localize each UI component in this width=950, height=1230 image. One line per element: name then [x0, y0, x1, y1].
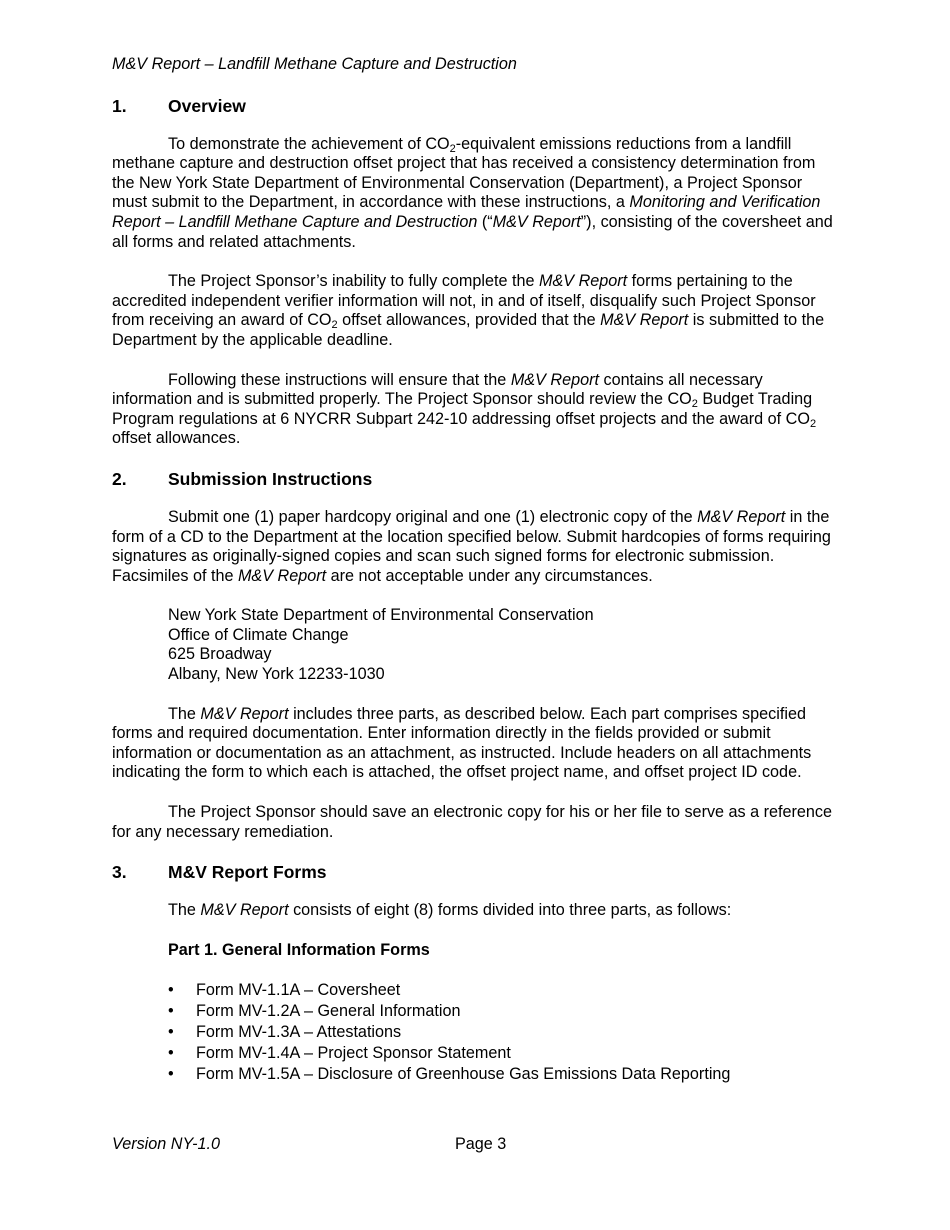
list-item: • Form MV-1.2A – General Information	[168, 1001, 834, 1022]
section-2-heading	[112, 468, 834, 490]
address-line: 625 Broadway	[168, 645, 272, 664]
submission-paragraph-2: The M&V Report includes three parts, as described below. Each part comprises specified forms and required documentation. Enter information directly in the fields provided or submit information or documentation as an attachment, as instructed. Include headers on all attachments indicating the form to which each is attached, the offset project name, and offset project ID code.	[112, 704, 812, 782]
section-1-heading	[112, 95, 834, 117]
submission-paragraph-3: The Project Sponsor should save an electronic copy for his or her file to serve as a reference for any necessary remediation.	[112, 803, 833, 841]
running-header: M&V Report – Landfill Methane Capture and Destruction	[112, 55, 517, 73]
page-number: Page 3	[455, 1135, 507, 1153]
page-content	[112, 55, 834, 1085]
mailing-address	[168, 606, 834, 684]
version-label: Version NY-1.0	[112, 1135, 220, 1153]
list-item: • Form MV-1.3A – Attestations	[168, 1022, 834, 1043]
page-footer	[112, 1135, 834, 1155]
part-1-form-list	[112, 980, 834, 1085]
section-title: Overview	[168, 95, 246, 116]
submission-paragraph-1: Submit one (1) paper hardcopy original and one (1) electronic copy of the M&V Report in the form of a CD to the Department at the location specified below. Submit hardcopies of forms requiring signatures as originally-signed copies and scan such signed forms for electronic submission. Facsimiles of the M&V Report are not acceptable under any circumstances.	[112, 507, 831, 585]
forms-intro-paragraph: The M&V Report consists of eight (8) forms divided into three parts, as follows:	[168, 901, 732, 920]
section-number: 3.	[112, 862, 127, 883]
list-item: • Form MV-1.1A – Coversheet	[168, 980, 834, 1001]
address-line: Office of Climate Change	[168, 625, 349, 644]
section-number: 1.	[112, 95, 127, 116]
overview-paragraph-2: The Project Sponsor’s inability to fully complete the M&V Report forms pertaining to the accredited independent verifier information will not, in and of itself, disqualify such Project Sponsor from receiving an award of $CO_2$ offset allowances, provided that the M&V Report is submitted to the Department by the applicable deadline.	[112, 272, 825, 349]
section-title: Submission Instructions	[168, 468, 373, 489]
list-item: • Form MV-1.4A – Project Sponsor Statement	[168, 1043, 834, 1064]
list-item: • Form MV-1.5A – Disclosure of Greenhouse Gas Emissions Data Reporting	[168, 1064, 834, 1085]
section-title: M&V Report Forms	[168, 862, 327, 883]
part-1-heading: Part 1. General Information Forms	[168, 940, 430, 959]
overview-paragraph-1: To demonstrate the achievement of $CO_2$-equivalent emissions reductions from a landfill methane capture and destruction offset project that has received a consistency determination from the New York State Department of Environmental Conservation (Department), a Project Sponsor must submit to the Department, in accordance with these instructions, a Monitoring and Verification Report – Landfill Methane Capture and Destruction (“M&V Report”), consisting of the coversheet and all forms and related attachments.	[112, 134, 833, 251]
section-number: 2.	[112, 468, 127, 489]
address-line: Albany, New York 12233-1030	[168, 665, 385, 684]
overview-paragraph-3: Following these instructions will ensure that the M&V Report contains all necessary information and is submitted properly. The Project Sponsor should review the $CO_2$ Budget Trading Program regulations at 6 NYCRR Subpart 242-10 addressing offset projects and the award of $CO_2$ offset allowances.	[112, 370, 817, 448]
section-3-heading	[112, 861, 834, 883]
address-line: New York State Department of Environmental Conservation	[168, 606, 594, 625]
